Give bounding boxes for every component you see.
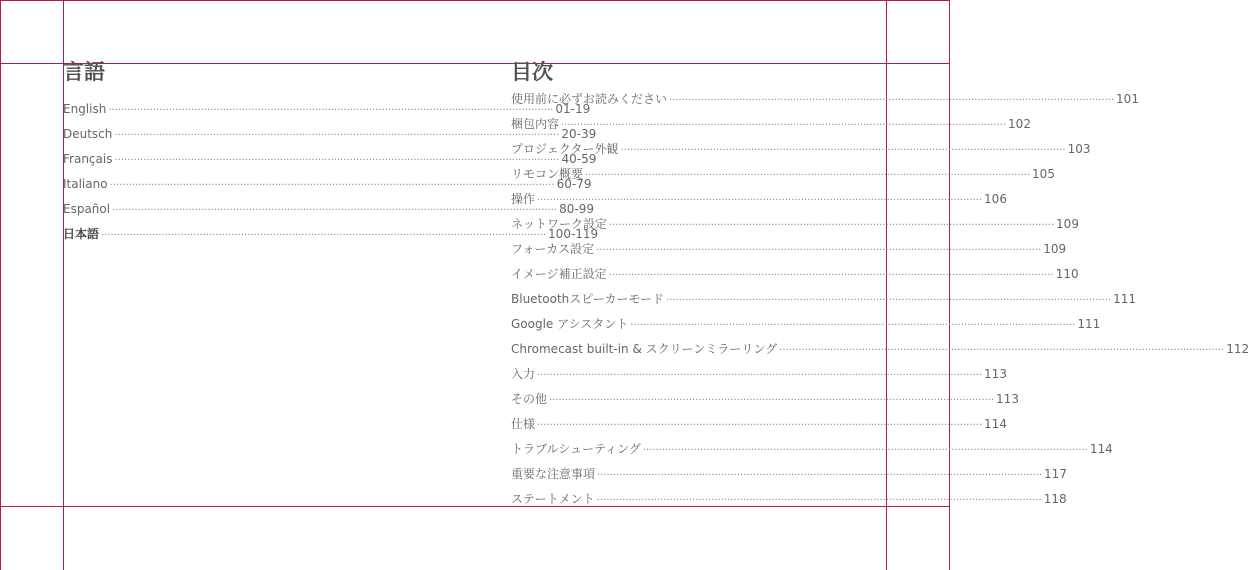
toc-entry-page: 106 xyxy=(984,192,1007,206)
dot-leader: ············································································································································ xyxy=(585,170,1031,181)
dot-leader: ············································································································································ xyxy=(779,345,1225,356)
dot-leader: ············································································································································ xyxy=(596,245,1042,256)
toc-entry-page: 111 xyxy=(1113,292,1136,306)
dot-leader: ············································································································································ xyxy=(669,95,1115,106)
dot-leader: ············································································································································ xyxy=(597,470,1043,481)
toc-entry-page: 113 xyxy=(996,392,1019,406)
toc-entry-page: 114 xyxy=(1089,442,1113,456)
language-heading: 言語 xyxy=(63,60,105,84)
dot-leader: ············································································································································ xyxy=(114,130,560,141)
toc-entry-label: 操作 xyxy=(511,192,536,206)
dot-leader: ············································································································································ xyxy=(608,270,1054,281)
dot-leader: ············································································································································ xyxy=(609,220,1055,231)
dot-leader: ············································································································································ xyxy=(596,495,1042,506)
toc-entry[interactable] xyxy=(511,237,1067,262)
dot-leader: ············································································································································ xyxy=(537,370,983,381)
toc-entry-page: 111 xyxy=(1077,317,1101,331)
toc-entry-page: 117 xyxy=(1044,467,1067,481)
toc-entry-page: 113 xyxy=(984,367,1007,381)
dot-leader: ············································································································································ xyxy=(101,230,547,241)
toc-entry-label: Bluetoothスピーカーモード xyxy=(511,292,665,306)
toc-entry-page: 112 xyxy=(1226,342,1249,356)
language-label: 日本語 xyxy=(63,227,100,241)
toc-entry-label: リモコン概要 xyxy=(511,167,584,181)
toc-heading: 目次 xyxy=(511,60,553,84)
toc-entry-label: 重要な注意事項 xyxy=(511,467,596,481)
toc-entry-page: 101 xyxy=(1116,92,1139,106)
toc-entry-label: 仕様 xyxy=(511,417,536,431)
language-label: Français xyxy=(63,152,113,166)
toc-entry-page: 114 xyxy=(984,417,1007,431)
language-label: Español xyxy=(63,202,111,216)
dot-leader: ············································································································································ xyxy=(666,295,1112,306)
toc-entry[interactable] xyxy=(511,137,1091,162)
toc-entry-label: 使用前に必ずお読みください xyxy=(511,92,668,106)
page-range: 20-39 xyxy=(561,127,597,141)
toc-entry-page: 109 xyxy=(1043,242,1067,256)
toc-entry[interactable] xyxy=(511,312,1101,337)
page-range: 80-99 xyxy=(559,202,594,216)
toc-entry-label: 入力 xyxy=(511,367,536,381)
toc-entry-label: トラブルシューティング xyxy=(511,442,641,456)
toc-entry[interactable] xyxy=(511,412,1007,437)
toc-entry[interactable] xyxy=(511,462,1067,487)
toc-entry-label: Google アシスタント xyxy=(511,317,629,331)
toc-entry-label: プロジェクター外観 xyxy=(511,142,619,156)
toc-entry[interactable] xyxy=(511,287,1136,312)
dot-leader: ············································································································································ xyxy=(620,145,1066,156)
toc-entry[interactable] xyxy=(511,487,1067,512)
dot-leader: ············································································································································ xyxy=(537,420,983,431)
toc-entry-label: ステートメント xyxy=(511,492,595,506)
dot-leader: ············································································································································ xyxy=(114,155,560,166)
toc-entry-page: 102 xyxy=(1008,117,1031,131)
toc-entry-label: フォーカス設定 xyxy=(511,242,595,256)
guide-line-top-edge xyxy=(0,0,950,1)
toc-entry[interactable] xyxy=(511,437,1113,462)
guide-line-left-edge xyxy=(0,0,1,570)
toc-entry-page: 105 xyxy=(1032,167,1055,181)
dot-leader: ············································································································································ xyxy=(537,195,983,206)
toc-entry-page: 109 xyxy=(1056,217,1079,231)
page-range: 01-19 xyxy=(555,102,591,116)
toc-entry-label: Chromecast built-in & スクリーンミラーリング xyxy=(511,342,778,356)
dot-leader: ············································································································································ xyxy=(642,445,1088,456)
dot-leader: ············································································································································ xyxy=(561,120,1007,131)
toc-entry[interactable] xyxy=(511,212,1079,237)
language-label: Italiano xyxy=(63,177,108,191)
toc-entry[interactable] xyxy=(511,162,1055,187)
dot-leader: ············································································································································ xyxy=(108,105,554,116)
page-range: 40-59 xyxy=(561,152,597,166)
dot-leader: ············································································································································ xyxy=(112,205,558,216)
page-range: 100-119 xyxy=(548,227,599,241)
toc-entry-page: 118 xyxy=(1043,492,1067,506)
toc-entry[interactable] xyxy=(511,262,1079,287)
toc-entry[interactable] xyxy=(511,337,1249,362)
toc-entry[interactable] xyxy=(511,87,1139,112)
toc-entry-label: ネットワーク設定 xyxy=(511,217,608,231)
toc-entry[interactable] xyxy=(511,112,1031,137)
toc-entry[interactable] xyxy=(511,362,1007,387)
toc-entry-label: 梱包内容 xyxy=(511,117,560,131)
toc-entry-label: イメージ補正設定 xyxy=(511,267,607,281)
toc-entry[interactable] xyxy=(511,387,1019,412)
toc-entry-page: 103 xyxy=(1067,142,1091,156)
dot-leader: ············································································································································ xyxy=(109,180,555,191)
language-label: English xyxy=(63,102,107,116)
toc-entry-page: 110 xyxy=(1055,267,1079,281)
dot-leader: ············································································································································ xyxy=(630,320,1076,331)
toc-entry-label: その他 xyxy=(511,392,548,406)
dot-leader: ············································································································································ xyxy=(549,395,995,406)
toc-entry[interactable] xyxy=(511,187,1007,212)
table-of-contents xyxy=(511,58,1249,512)
language-row-english[interactable] xyxy=(63,97,591,122)
language-label: Deutsch xyxy=(63,127,113,141)
page-range: 60-79 xyxy=(556,177,592,191)
